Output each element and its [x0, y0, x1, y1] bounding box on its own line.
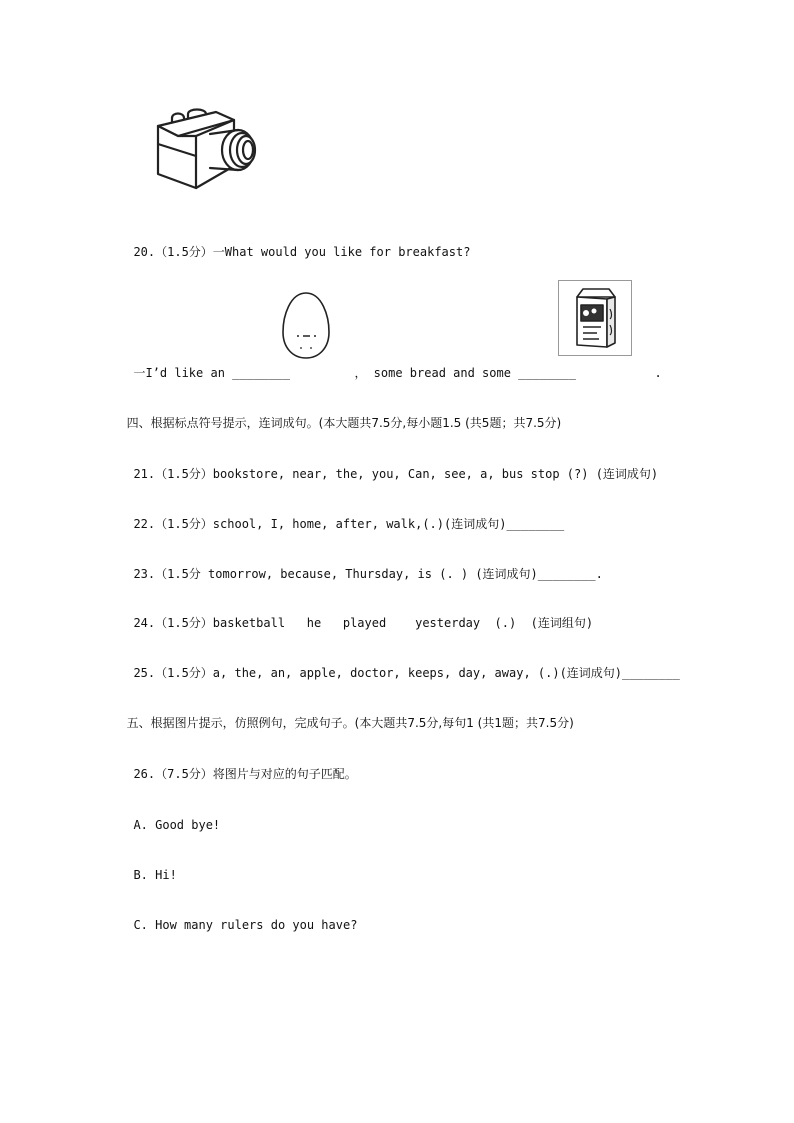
question-23-text: 23.（1.5分 tomorrow, because, Thursday, is (. ) (连词成句)________.	[133, 567, 603, 581]
camera-icon	[150, 104, 262, 192]
question-24-text: 24.（1.5分）basketball he played yesterday (.) (连词组句)	[133, 616, 594, 630]
question-26-text: 26.（7.5分）将图片与对应的句子匹配。	[133, 767, 357, 781]
option-c: C. How many rulers do you have?	[133, 918, 358, 932]
question-22-text: 22.（1.5分）school, I, home, after, walk,(.)(连词成句)________	[133, 517, 565, 531]
option-b: B. Hi!	[133, 868, 177, 882]
question-20-answer: 一I’d like an ________	[133, 366, 290, 380]
question-21-text: 21.（1.5分）bookstore, near, the, you, Can, see, a, bus stop (?) (连词成句)	[133, 467, 659, 481]
milk-carton-icon	[559, 281, 631, 355]
question-20-text: 20.（1.5分）一What would you like for breakfast?	[133, 245, 471, 259]
option-a: A. Good bye!	[133, 818, 221, 832]
question-20-answer-end: .	[654, 366, 662, 380]
section-5-heading: 五、根据图片提示，仿照例句，完成句子。(本大题共7.5分,每句1 (共1题；共7.5分)	[126, 716, 574, 730]
question-20-answer-middle: ， some bread and some ________	[354, 366, 576, 380]
milk-carton-frame	[558, 280, 632, 356]
question-25-text: 25.（1.5分）a, the, an, apple, doctor, keeps, day, away, (.)(连词成句)________	[133, 666, 680, 680]
section-4-heading: 四、根据标点符号提示，连词成句。(本大题共7.5分,每小题1.5 (共5题；共7.5分)	[126, 416, 562, 430]
